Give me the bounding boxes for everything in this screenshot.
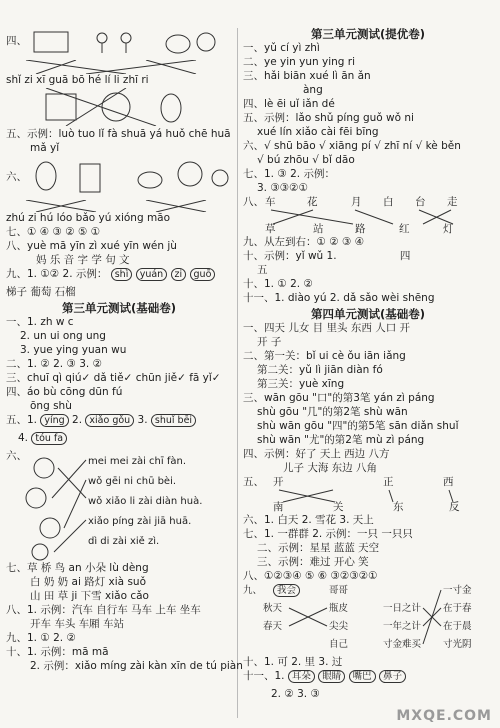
- u3-7-line: 白 奶 奶 ai 路灯 xià suǒ: [30, 576, 146, 588]
- b-line: 七、1. 一群群 2. 示例：一只 一只只: [243, 528, 413, 540]
- sentence: mei mei zài chī fàn.: [88, 456, 186, 467]
- b5-word: 正: [383, 476, 394, 488]
- a8-word: 路: [355, 223, 366, 235]
- section-4-pinyin: shǐ zi xī guā bō hé lí li zhī ri: [6, 74, 149, 86]
- section-9-line: [6, 268, 232, 286]
- b-line: 第二关：yǔ lì jiān diàn fó: [257, 364, 383, 376]
- b-line: 四、示例：好了 天上 西边 八方: [243, 448, 390, 460]
- u3-line: 一、1. zh w c: [6, 316, 74, 328]
- unit-3-advanced-title: 第三单元测试(提优卷): [310, 27, 425, 41]
- a-line: àng: [303, 84, 323, 96]
- circled-word: yuán: [136, 268, 168, 281]
- b-line: 十、1. 可 2. 里 3. 过: [243, 656, 343, 668]
- u3-line: 2. un ui ong ung: [20, 330, 106, 342]
- b9-label: 九、: [243, 585, 263, 596]
- b9-item: 一寸金: [443, 585, 472, 596]
- a-line: xué lín xiǎo cài fēi bīng: [257, 126, 379, 138]
- u3-line: 二、1. ② 2. ③ 3. ②: [6, 358, 102, 370]
- picture-row-icons-2: [6, 88, 226, 126]
- u3-line: ōng shù: [30, 400, 72, 412]
- a8-matching: [243, 196, 493, 236]
- u3-line: 三、chuī qì qiú✓ dǎ tiě✓ chūn jiě✓ fā yǐ✓: [6, 372, 221, 384]
- a8-lines: [243, 196, 493, 236]
- circled-word: 耳朵: [288, 670, 315, 683]
- a8-word: 灯: [443, 223, 454, 235]
- a9b-text: 十、示例：yǐ wǔ 1.: [243, 250, 337, 262]
- u3-circled-row: 五、1. yíng 2. xiǎo gǒu 3. shuǐ bēi: [6, 414, 232, 432]
- b5-word: 西: [443, 476, 454, 488]
- a-line: 七、1. ③ 2. 示例：: [243, 168, 335, 180]
- a-line: 四、lè ēi uǐ iǎn dé: [243, 98, 335, 110]
- b5-label: 五、: [243, 476, 264, 488]
- u3-line: 3. yue ying yuan wu: [20, 344, 127, 356]
- sentence: wǒ gēi ni chū bèi.: [88, 476, 177, 487]
- unit-3-basic-title: 第三单元测试(基础卷): [61, 301, 176, 315]
- b9-item: 在于春: [443, 603, 472, 614]
- a8-word: 白: [383, 196, 394, 208]
- b-line: 第三关：yuè xīng: [257, 378, 345, 390]
- circled-word: 嘴巴: [349, 670, 376, 683]
- sentence: wǒ xiǎo li zài diàn huà.: [88, 496, 203, 507]
- a8-word: 花: [307, 196, 318, 208]
- matching-lines-4: [6, 60, 232, 74]
- a-line: 二、ye yin yun ying ri: [243, 56, 356, 68]
- section-6-pinyin: zhú zi hú lóo bǎo yú xióng māo: [6, 212, 171, 224]
- b-line: shù wān "尤"的第2笔 mù zì páng: [257, 434, 425, 446]
- a-line: 三、hǎi biān xué lì ān ǎn: [243, 70, 371, 82]
- b-line: 二、示例：星星 蓝蓝 天空: [257, 542, 380, 554]
- b9-item: 寸金难买: [383, 639, 422, 650]
- circled-word: 鼻子: [379, 670, 406, 683]
- b-line: 三、示例：难过 开心 笑: [257, 556, 369, 568]
- b9-item: 寸光阴: [443, 639, 472, 650]
- b9-item: 哥哥: [329, 585, 349, 596]
- matching-lines-6: [6, 200, 232, 212]
- a-line: 十、1. ① 2. ②: [243, 278, 313, 290]
- section-5-line-2: mǎ yǐ: [30, 142, 60, 154]
- circled-word: guō: [190, 268, 216, 281]
- a8-word: 红: [399, 223, 410, 235]
- animal-icons: [30, 156, 230, 198]
- section-9-words: 梯子 葡萄 石榴: [6, 286, 76, 298]
- a8-word: 车: [265, 196, 276, 208]
- u3-8-line: 开车 车头 车厢 车站: [30, 618, 125, 630]
- a8-word: 月: [351, 196, 362, 208]
- b9-item: 一日之计: [383, 603, 422, 614]
- section-6-pictures: [6, 156, 232, 200]
- b-line: 六、1. 白天 2. 雪花 3. 天上: [243, 514, 374, 526]
- circled-word: xiǎo gǒu: [85, 414, 134, 427]
- watermark-text: MXQE.COM: [396, 708, 492, 724]
- a-line: 十一、1. diào yú 2. dǎ sǎo wèi shēng: [243, 292, 435, 304]
- a-line: √ bú zhōu √ bǐ dāo: [257, 154, 355, 166]
- u3-7-line: 山 田 草 ji 下雪 xiǎo cǎo: [30, 590, 149, 602]
- section-5-line: 五、示例：luò tuo lǐ fà shuā yá huǒ chē huā: [6, 128, 231, 140]
- b-line: 一、四天 儿女 目 里头 东西 人口 开: [243, 322, 411, 334]
- u3-6-matching: [6, 450, 232, 562]
- section-6-label: 六、: [6, 171, 27, 183]
- left-column: [6, 26, 243, 674]
- a8-word: 台: [415, 196, 426, 208]
- b9-item: 我会: [273, 584, 300, 597]
- sentence: dì di zài xiě zì.: [88, 536, 160, 547]
- b5-word: 关: [333, 501, 344, 513]
- section-4-pictures-2: [6, 88, 232, 128]
- a-line: [243, 250, 493, 264]
- circled-word: zi: [171, 268, 187, 281]
- section-7-line: 七、① ④ ③ ② ⑤ ①: [6, 226, 101, 238]
- b-line: 2. ② 3. ③: [271, 688, 320, 700]
- u3-5-label: 五、1.: [6, 414, 38, 426]
- b-line: 二、第一关：bǐ ui cè ǒu iān iǎng: [243, 350, 406, 362]
- u3-9-line: 九、1. ① 2. ②: [6, 632, 76, 644]
- b9-lines: [243, 584, 493, 656]
- a8-word: 站: [313, 223, 324, 235]
- u3-circled-row-2: 4. tóu fa: [6, 432, 232, 450]
- a-line: 3. ③③②①: [257, 182, 309, 194]
- b-line: shù gōu "几"的第2笔 shù wān: [257, 406, 408, 418]
- b-line: 开 子: [257, 336, 282, 348]
- a9c-text: 四: [399, 250, 411, 262]
- right-column: [243, 26, 493, 702]
- circled-word: yíng: [40, 414, 68, 427]
- u3-6-label: 六、: [6, 450, 27, 462]
- section-8-chars: 妈 乐 音 字 学 句 文: [36, 254, 130, 266]
- unit-4-basic-title: 第四单元测试(基础卷): [310, 307, 425, 321]
- column-divider: [237, 28, 238, 718]
- section-9-text: 九、1. ①② 2. 示例：: [6, 268, 108, 280]
- circled-word: shì: [111, 268, 133, 281]
- u3-line: 四、áo bù cōng dūn fú: [6, 386, 123, 398]
- b9-item: 在于晨: [443, 621, 472, 632]
- section-8-line: 八、yuè mā yīn zì xué yīn wén jù: [6, 240, 177, 252]
- u3-10-line: 2. 示例：xiǎo míng zài kàn xīn de tú piàn: [30, 660, 243, 672]
- circled-word: shuǐ bēi: [151, 414, 196, 427]
- sentence: xiǎo píng zài jiā huā.: [88, 516, 192, 527]
- b-circled-row: 十一、1. 耳朵 眼睛 嘴巴 鼻子: [243, 670, 493, 688]
- b9-item: 一年之计: [383, 621, 422, 632]
- a-line: 一、yǔ cí yì zhì: [243, 42, 320, 54]
- circled-word: tóu fa: [31, 432, 67, 445]
- b5-word: 反: [449, 501, 460, 513]
- picture-row-icons: [30, 26, 220, 56]
- u3-6-sentences: [88, 452, 202, 552]
- u3-7-line: 七、草 桥 鸟 an 小朵 lù dèng: [6, 562, 149, 574]
- b5-word: 南: [273, 501, 284, 513]
- b-line: shù wān gōu "四"的第5笔 sān diǎn shuǐ: [257, 420, 459, 432]
- b5-word: 东: [393, 501, 404, 513]
- a-line: 五: [257, 264, 268, 276]
- a-line: 九、从左到右：① ② ③ ④: [243, 236, 365, 248]
- a-line: 五、示例：lǎo shǔ píng guǒ wǒ ni: [243, 112, 414, 124]
- b-line: 八、①②③④ ⑤ ⑥ ③②③②①: [243, 570, 378, 582]
- a8-label: 八、: [243, 196, 264, 208]
- b9-item: 瓶皮: [329, 603, 349, 614]
- b9-item: 自己: [329, 639, 349, 650]
- circled-word: 眼睛: [318, 670, 345, 683]
- u3-10-line: 十、1. 示例：mā mā: [6, 646, 109, 658]
- b9-item: 春天: [263, 621, 283, 632]
- a8-word: 走: [447, 196, 458, 208]
- b9-matching: [243, 584, 493, 656]
- section-4-pictures: [6, 26, 232, 60]
- a-line: 六、√ shū bāo √ xiāng pí √ zhī ní √ kè běn: [243, 140, 461, 152]
- b-line: 三、wān gōu "口"的第3笔 yán zì páng: [243, 392, 435, 404]
- b5-word: 开: [273, 476, 284, 488]
- u3-8-line: 八、1. 示例：汽车 自行车 马车 上车 坐车: [6, 604, 201, 616]
- b5-matching: [243, 476, 493, 514]
- b9-item: 尖尖: [329, 621, 349, 632]
- b-line: 儿子 大海 东边 八角: [283, 462, 378, 474]
- b11-label: 十一、: [243, 670, 275, 682]
- b9-item: 秋天: [263, 603, 283, 614]
- section-4-label: 四、: [6, 35, 27, 47]
- a8-word: 草: [265, 223, 276, 235]
